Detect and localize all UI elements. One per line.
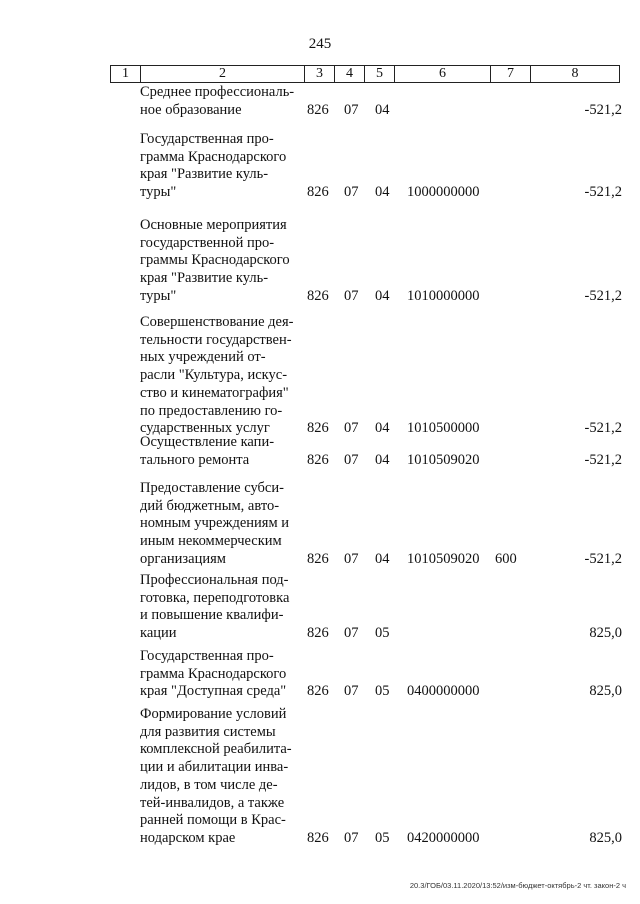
description-line: края "Развитие куль-: [140, 166, 269, 183]
description-line: по предоставлению го-: [140, 402, 283, 419]
header-col-5: 5: [365, 66, 395, 82]
row-description: [140, 480, 303, 569]
description-line: ных учреждений от-: [140, 349, 266, 366]
cell-c6: 1000000000: [407, 184, 480, 201]
description-line: тельности государствен-: [140, 331, 292, 348]
row-description: [140, 84, 303, 119]
table-row: [0, 706, 640, 848]
description-line: ранней помощи в Крас-: [140, 812, 286, 829]
cell-c5: 04: [375, 451, 390, 468]
table-row: [0, 314, 640, 438]
description-line: Профессиональная под-: [140, 572, 289, 588]
header-col-1: 1: [111, 66, 141, 82]
cell-c8: -521,2: [584, 101, 622, 118]
description-line: государственной про-: [140, 234, 275, 251]
description-line: номным учреждениям и: [140, 515, 290, 532]
description-line: сударственных услуг: [140, 420, 270, 437]
header-col-2: 2: [141, 66, 305, 82]
description-line: готовка, переподготовка: [140, 589, 290, 606]
header-col-4: 4: [335, 66, 365, 82]
table-row: [0, 434, 640, 469]
cell-c4: 07: [344, 184, 359, 201]
cell-c4: 07: [344, 451, 359, 468]
cell-c5: 04: [375, 550, 390, 567]
description-line: грамма Краснодарского: [140, 148, 287, 165]
header-col-8: 8: [571, 66, 579, 81]
description-line: Осуществление капи-: [140, 434, 275, 450]
table-row: [0, 84, 640, 119]
description-line: лидов, в том числе де-: [140, 776, 278, 793]
table-row: [0, 648, 640, 701]
cell-c5: 04: [375, 287, 390, 304]
cell-c3: 826: [307, 625, 329, 642]
description-line: Основные мероприятия: [140, 217, 287, 233]
description-line: туры": [140, 184, 177, 201]
cell-c6: 0420000000: [407, 829, 480, 846]
description-line: организациям: [140, 550, 226, 567]
cell-c4: 07: [344, 625, 359, 642]
description-line: иным некоммерческим: [140, 533, 282, 550]
header-col-7: 7: [491, 66, 531, 82]
cell-c3: 826: [307, 683, 329, 700]
cell-c5: 04: [375, 101, 390, 118]
cell-c8: -521,2: [584, 184, 622, 201]
cell-c8: -521,2: [584, 287, 622, 304]
description-line: комплексной реабилита-: [140, 741, 292, 758]
description-line: кации: [140, 625, 177, 642]
description-line: Государственная про-: [140, 648, 274, 664]
description-line: граммы Краснодарского: [140, 252, 290, 269]
description-line: Формирование условий: [140, 706, 287, 722]
description-line: Среднее профессиональ-: [140, 84, 295, 100]
description-line: расли "Культура, искус-: [140, 367, 288, 384]
description-line: Предоставление субси-: [140, 480, 284, 496]
cell-c6: 1010509020: [407, 550, 480, 567]
cell-c3: 826: [307, 550, 329, 567]
cell-c4: 07: [344, 420, 359, 437]
cell-c8: -521,2: [584, 420, 622, 437]
description-line: края "Развитие куль-: [140, 270, 269, 287]
cell-c7: 600: [495, 550, 517, 567]
cell-c4: 07: [344, 683, 359, 700]
cell-c5: 04: [375, 420, 390, 437]
cell-c5: 05: [375, 683, 390, 700]
table-row: [0, 131, 640, 202]
cell-c6: 0400000000: [407, 683, 480, 700]
description-line: тей-инвалидов, а также: [140, 794, 285, 811]
description-line: тального ремонта: [140, 451, 250, 468]
cell-c3: 826: [307, 829, 329, 846]
page-number: 245: [308, 36, 332, 52]
description-line: края "Доступная среда": [140, 683, 287, 700]
table-row: [0, 217, 640, 306]
cell-c5: 04: [375, 184, 390, 201]
cell-c4: 07: [344, 101, 359, 118]
cell-c5: 05: [375, 625, 390, 642]
cell-c8: -521,2: [584, 550, 622, 567]
cell-c3: 826: [307, 287, 329, 304]
cell-c3: 826: [307, 101, 329, 118]
header-col-6: 6: [395, 66, 491, 82]
row-description: [140, 572, 303, 643]
description-line: Государственная про-: [140, 131, 274, 147]
header-col-3: 3: [305, 66, 335, 82]
cell-c8: 825,0: [589, 829, 622, 846]
cell-c4: 07: [344, 287, 359, 304]
row-description: [140, 314, 303, 438]
cell-c6: 1010509020: [407, 451, 480, 468]
table-header: [110, 65, 620, 83]
description-line: и повышение квалифи-: [140, 607, 284, 624]
description-line: ции и абилитации инва-: [140, 759, 289, 776]
row-description: [140, 217, 303, 306]
row-description: [140, 648, 303, 701]
cell-c6: 1010500000: [407, 420, 480, 437]
cell-c3: 826: [307, 184, 329, 201]
row-description: [140, 434, 303, 469]
description-line: ное образование: [140, 101, 242, 118]
cell-c3: 826: [307, 420, 329, 437]
cell-c8: 825,0: [589, 683, 622, 700]
description-line: дий бюджетным, авто-: [140, 497, 280, 514]
description-line: нодарском крае: [140, 829, 236, 846]
cell-c5: 05: [375, 829, 390, 846]
row-description: [140, 131, 303, 202]
description-line: для развития системы: [140, 723, 276, 740]
cell-c8: -521,2: [584, 451, 622, 468]
description-line: туры": [140, 287, 177, 304]
cell-c4: 07: [344, 550, 359, 567]
description-line: ство и кинематография": [140, 384, 289, 401]
cell-c4: 07: [344, 829, 359, 846]
table-row: [0, 480, 640, 569]
cell-c3: 826: [307, 451, 329, 468]
row-description: [140, 706, 303, 848]
footer-stamp: 20.3/ГОБ/03.11.2020/13:52/изм-бюджет-октябрь-2 чт. закон-2 ч: [409, 881, 626, 890]
cell-c6: 1010000000: [407, 287, 480, 304]
description-line: Совершенствование дея-: [140, 314, 294, 330]
description-line: грамма Краснодарского: [140, 665, 287, 682]
cell-c8: 825,0: [589, 625, 622, 642]
table-row: [0, 572, 640, 643]
